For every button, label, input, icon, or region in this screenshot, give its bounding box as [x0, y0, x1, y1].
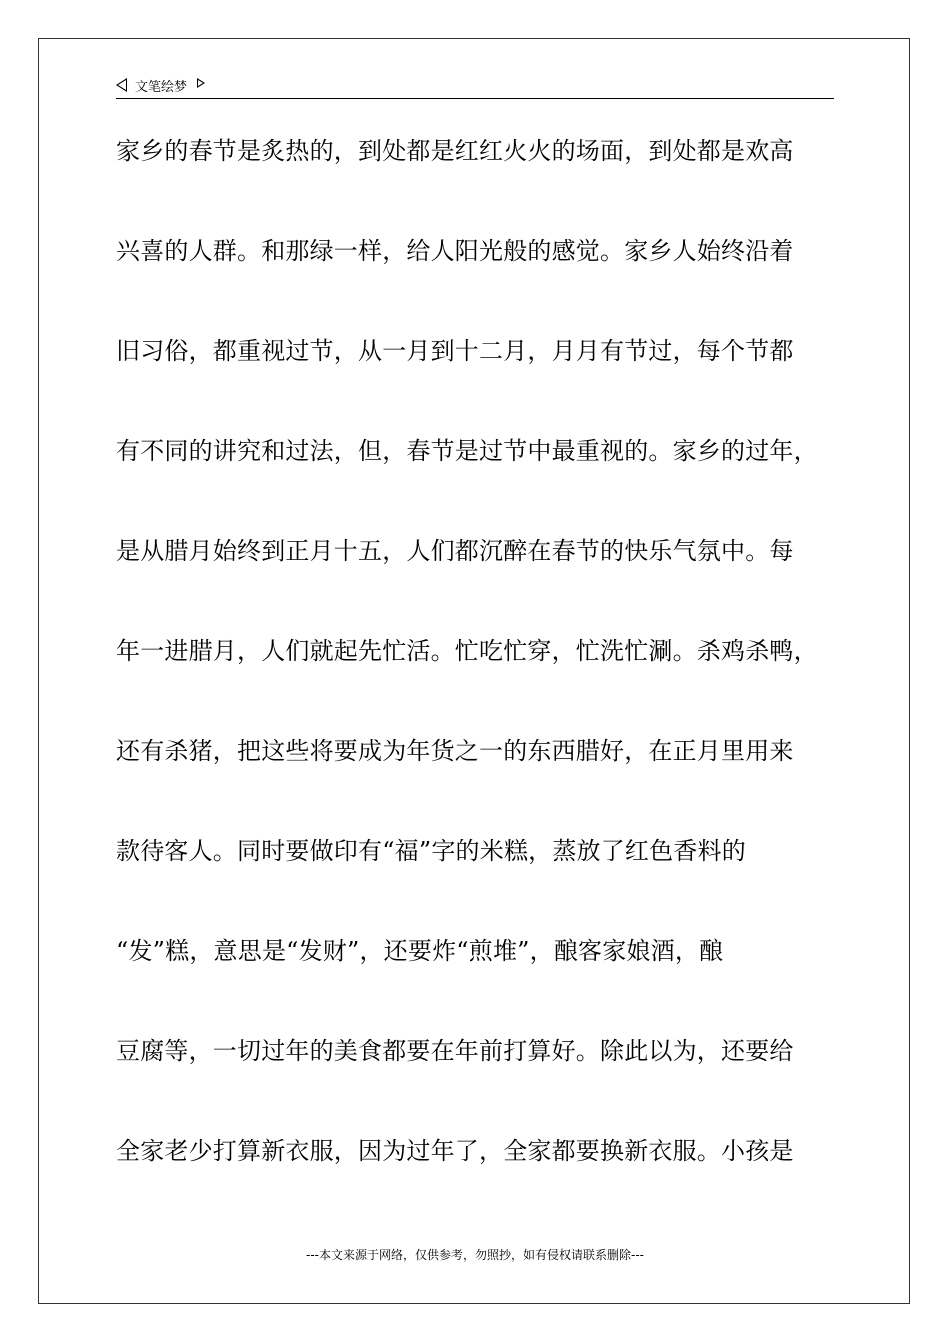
text-line: “发”糕，意思是“发财”，还要炸“煎堆”，酿客家娘酒，酿	[116, 937, 724, 965]
document-body	[116, 128, 838, 1228]
page-header	[116, 72, 834, 99]
text-line: 全家老少打算新衣服，因为过年了，全家都要换新衣服。小孩是	[116, 1137, 794, 1165]
footer-notice: ---本文来源于网络，仅供参考，勿照抄，如有侵权请联系删除---	[306, 1248, 644, 1262]
triangle-left-icon	[116, 78, 127, 92]
text-line: 旧习俗，都重视过节，从一月到十二月，月月有节过，每个节都	[116, 337, 794, 365]
text-line: 兴喜的人群。和那绿一样，给人阳光般的感觉。家乡人始终沿着	[116, 237, 794, 265]
text-line: 是从腊月始终到正月十五，人们都沉醉在春节的快乐气氛中。每	[116, 537, 794, 565]
text-line: 还有杀猪，把这些将要成为年货之一的东西腊好，在正月里用来	[116, 737, 794, 765]
header-title: 文笔绘梦	[135, 79, 188, 95]
text-line: 年一进腊月，人们就起先忙活。忙吃忙穿，忙洗忙涮。杀鸡杀鸭，	[116, 637, 818, 665]
text-line: 豆腐等，一切过年的美食都要在年前打算好。除此以为，还要给	[116, 1037, 794, 1065]
text-line: 家乡的春节是炙热的，到处都是红红火火的场面，到处都是欢高	[116, 137, 794, 165]
text-line: 款待客人。同时要做印有“福”字的米糕，蒸放了红色香料的	[116, 837, 746, 865]
text-line: 有不同的讲究和过法，但，春节是过节中最重视的。家乡的过年，	[116, 437, 818, 465]
triangle-right-icon	[197, 78, 205, 88]
